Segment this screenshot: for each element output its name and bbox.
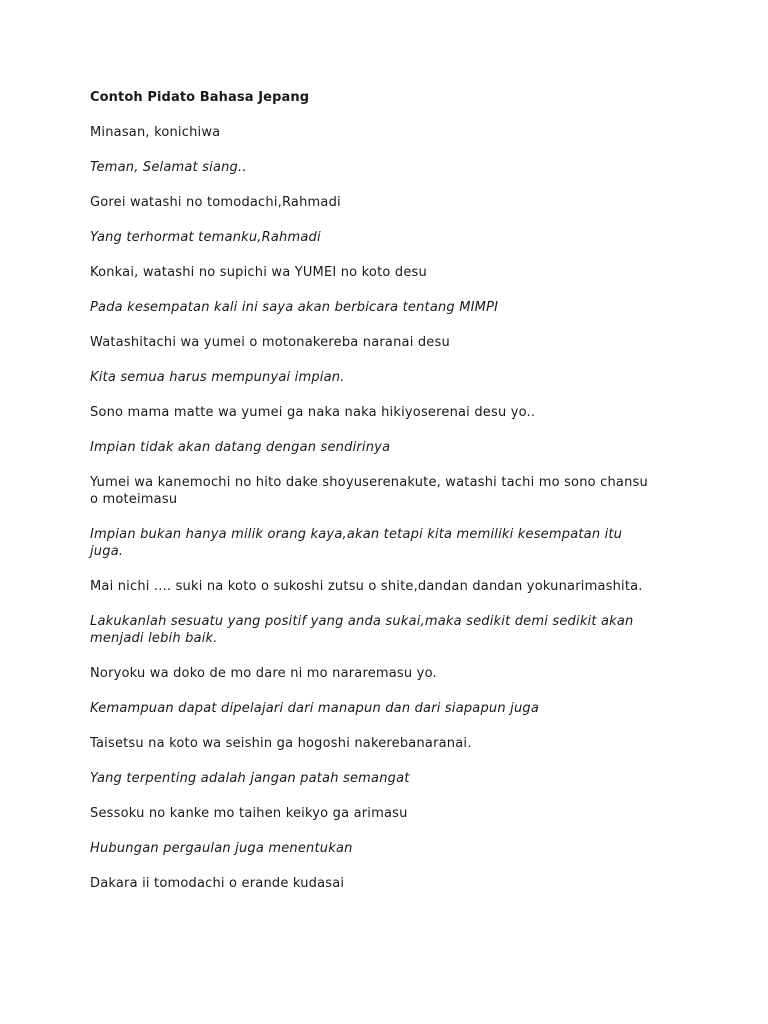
paragraph: Sono mama matte wa yumei ga naka naka hikiyoserenai desu yo..: [90, 405, 536, 420]
paragraph: Hubungan pergaulan juga menentukan: [90, 841, 353, 856]
paragraph: Pada kesempatan kali ini saya akan berbicara tentang MIMPI: [90, 300, 499, 315]
paragraph: Yumei wa kanemochi no hito dake shoyuserenakute, watashi tachi mo sono chansu o moteimasu: [90, 475, 648, 507]
paragraph: Kemampuan dapat dipelajari dari manapun dan dari siapapun juga: [90, 701, 540, 716]
paragraph: Taisetsu na koto wa seishin ga hogoshi nakerebanaranai.: [90, 736, 472, 751]
paragraph: Mai nichi .... suki na koto o sukoshi zutsu o shite,dandan dandan yokunarimashita.: [90, 579, 643, 594]
paragraph: Watashitachi wa yumei o motonakereba naranai desu: [90, 335, 450, 350]
paragraph: Lakukanlah sesuatu yang positif yang anda sukai,maka sedikit demi sedikit akan menjadi lebih baik.: [90, 614, 634, 646]
paragraph: Sessoku no kanke mo taihen keikyo ga arimasu: [90, 806, 408, 821]
paragraph: Noryoku wa doko de mo dare ni mo nararemasu yo.: [90, 666, 437, 681]
paragraph: Minasan, konichiwa: [90, 125, 221, 140]
paragraph: Yang terhormat temanku,Rahmadi: [90, 230, 321, 245]
paragraph: Gorei watashi no tomodachi,Rahmadi: [90, 195, 341, 210]
paragraph: Teman, Selamat siang..: [90, 160, 247, 175]
paragraph: Yang terpenting adalah jangan patah semangat: [90, 771, 410, 786]
document-page: [90, 89, 650, 910]
paragraph: Impian bukan hanya milik orang kaya,akan tetapi kita memiliki kesempatan itu juga.: [90, 527, 623, 559]
paragraph: Konkai, watashi no supichi wa YUMEI no koto desu: [90, 265, 427, 280]
paragraph: Kita semua harus mempunyai impian.: [90, 370, 345, 385]
paragraph: Impian tidak akan datang dengan sendirinya: [90, 440, 391, 455]
paragraph: Dakara ii tomodachi o erande kudasai: [90, 876, 345, 891]
document-title: Contoh Pidato Bahasa Jepang: [90, 90, 310, 105]
